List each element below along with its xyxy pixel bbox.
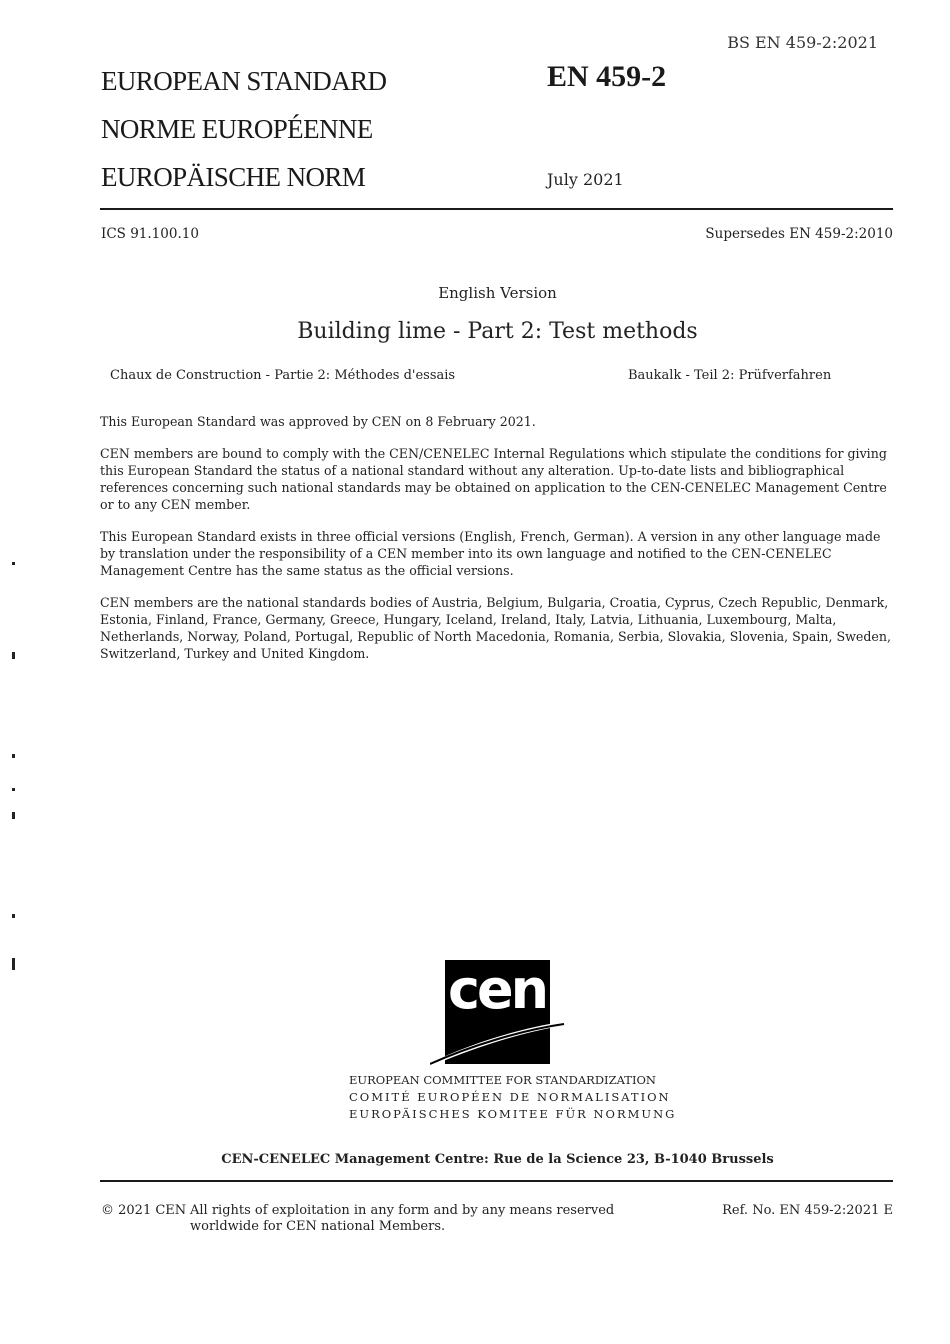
header-rule (100, 208, 893, 210)
approval-paragraph: This European Standard was approved by CEN on 8 February 2021. (100, 414, 536, 429)
cen-logo-text: cen (447, 958, 547, 1021)
document-title-de: Baukalk - Teil 2: Prüfverfahren (628, 368, 832, 383)
margin-mark (12, 812, 15, 819)
copyright: © 2021 CEN (101, 1203, 187, 1218)
members-paragraph: CEN members are the national standards bodies of Austria, Belgium, Bulgaria, Croatia, Cyprus, Czech Republic, Denmark, Estonia, Finland, France, Germany, Greece, Hungary, Iceland, Ireland, Italy, Latvia, Lithuania, Luxembourg, Malta, Netherlands, Norway, Poland, Portugal, Republic of North Macedonia, Romania, Serbia, Slovakia, Slovenia, Spain, Sweden, Switzerland, Turkey and United Kingdom. (100, 595, 891, 661)
management-centre-address: CEN-CENELEC Management Centre: Rue de la Science 23, B-1040 Brussels (221, 1152, 774, 1167)
supersedes-note: Supersedes EN 459-2:2010 (705, 226, 893, 242)
cen-logo (430, 958, 565, 1066)
margin-mark (12, 562, 15, 565)
title-europaische-norm: EUROPÄISCHE NORM (101, 162, 366, 192)
cen-name-de: EUROPÄISCHES KOMITEE FÜR NORMUNG (349, 1107, 677, 1121)
margin-mark (12, 652, 15, 659)
rights-line-1: All rights of exploitation in any form and by any means reserved (190, 1203, 615, 1218)
en-number: EN 459-2 (547, 60, 667, 93)
margin-mark (12, 754, 15, 758)
bs-reference: BS EN 459-2:2021 (727, 33, 878, 52)
cen-name-en: EUROPEAN COMMITTEE FOR STANDARDIZATION (349, 1073, 656, 1087)
cen-name-fr: COMITÉ EUROPÉEN DE NORMALISATION (349, 1090, 671, 1104)
margin-mark (12, 788, 15, 791)
version-label: English Version (438, 284, 557, 302)
versions-paragraph: This European Standard exists in three official versions (English, French, German). A version in any other language made by translation under the responsibility of a CEN member into its own language and notified to the CEN-CENELEC Management Centre has the same status as the official versions. (100, 529, 881, 578)
margin-mark (12, 958, 15, 970)
title-norme-europeenne: NORME EUROPÉENNE (101, 114, 373, 144)
title-european-standard: EUROPEAN STANDARD (101, 66, 387, 96)
footer-rule (100, 1180, 893, 1182)
document-title-fr: Chaux de Construction - Partie 2: Méthodes d'essais (110, 368, 456, 383)
margin-mark (12, 914, 15, 918)
compliance-paragraph: CEN members are bound to comply with the CEN/CENELEC Internal Regulations which stipulate the conditions for giving this European Standard the status of a national standard without any alteration. Up-to-date lists and bibliographical references concerning such national standards may be obtained on application to the CEN-CENELEC Management Centre or to any CEN member. (100, 446, 887, 512)
reference-number: Ref. No. EN 459-2:2021 E (722, 1203, 893, 1218)
rights-line-2: worldwide for CEN national Members. (190, 1219, 446, 1234)
ics-code: ICS 91.100.10 (101, 226, 199, 242)
publication-date: July 2021 (547, 170, 624, 189)
document-title: Building lime - Part 2: Test methods (297, 319, 698, 344)
